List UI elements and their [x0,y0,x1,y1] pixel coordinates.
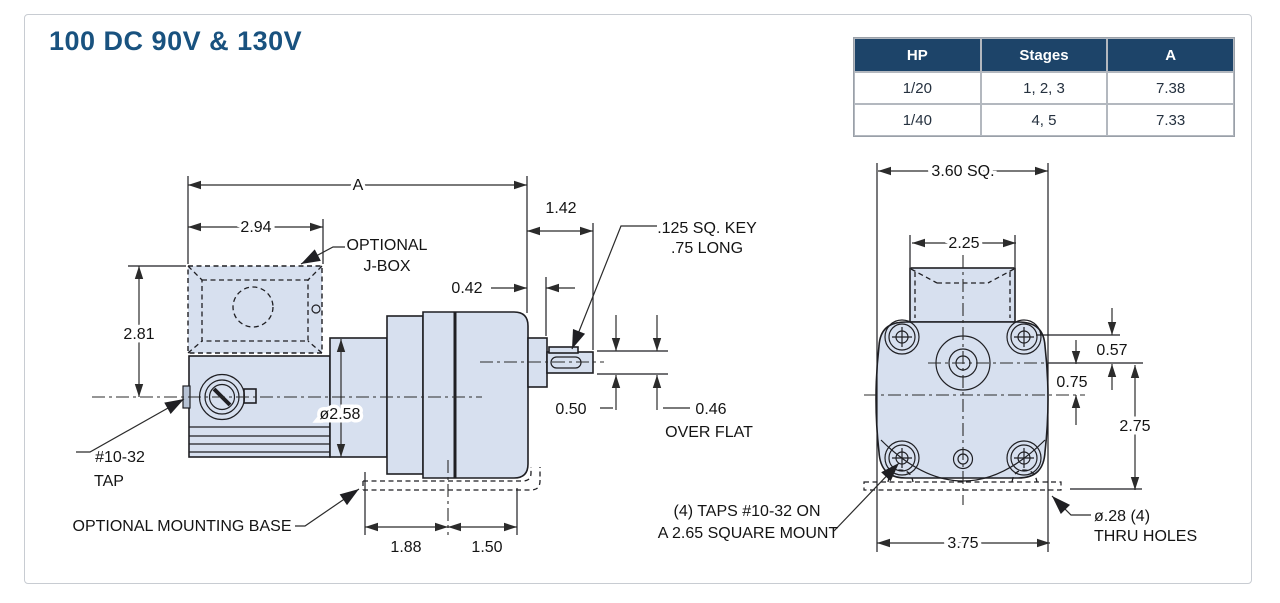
side-view-gearmotor [183,266,593,490]
dim-a-label: A [352,177,364,194]
over-flat-label: OVER FLAT [665,424,753,441]
dim-057-label: 0.57 [1096,342,1128,359]
jbox-label-line2: J-BOX [363,258,411,275]
dim-188-label: 1.88 [390,539,422,556]
dim-dia258-label: ø2.58 [319,406,361,423]
tap-label-line1: #10-32 [95,449,145,466]
taps-leader [834,463,899,531]
dim-150-label: 1.50 [471,539,503,556]
thru-label-line2: THRU HOLES [1094,528,1198,545]
dim-075-label: 0.75 [1056,374,1088,391]
cell-a: 7.38 [1107,72,1234,104]
shaft-key [549,347,578,353]
dim-275-label: 2.75 [1119,418,1151,435]
key-note-line1: .125 SQ. KEY [657,220,757,237]
dim-050-label: 0.50 [555,401,587,418]
cell-a: 7.33 [1107,104,1234,136]
col-header-a: A [1107,38,1234,72]
thru-label-line1: ø.28 (4) [1094,508,1151,525]
dim-360sq-label: 3.60 SQ. [931,163,995,180]
hub-notch [244,389,256,403]
key-note-line2: .75 LONG [670,240,744,257]
base-leader [295,489,359,526]
col-header-stages: Stages [981,38,1108,72]
page-title: 100 DC 90V & 130V [49,26,303,56]
dim-042-label: 0.42 [451,280,483,297]
thru-holes-leader [1052,496,1091,515]
col-header-hp: HP [854,38,981,72]
taps-label-line2: A 2.65 SQUARE MOUNT [657,525,839,542]
jbox-label-line1: OPTIONAL [346,237,428,254]
dim-294-label: 2.94 [240,219,272,236]
key-leader [572,226,657,349]
dim-225-label: 2.25 [948,235,980,252]
tap-leader [76,399,184,452]
gearbox-housing [189,356,330,457]
taps-label-line1: (4) TAPS #10-32 ON [673,503,821,520]
tap-label-line2: TAP [94,473,124,490]
cell-hp: 1/40 [854,104,981,136]
dim-281-label: 2.81 [123,326,155,343]
cell-stages: 1, 2, 3 [981,72,1108,104]
motor-ring [387,316,423,474]
dim-046-label: 0.46 [695,401,727,418]
dim-142-label: 1.42 [545,200,577,217]
jbox-dashed-outline [188,266,322,353]
cell-hp: 1/20 [854,72,981,104]
cell-stages: 4, 5 [981,104,1108,136]
mounting-base-label: OPTIONAL MOUNTING BASE [72,518,292,535]
dim-375-label: 3.75 [947,535,979,552]
motor-body [423,312,528,478]
